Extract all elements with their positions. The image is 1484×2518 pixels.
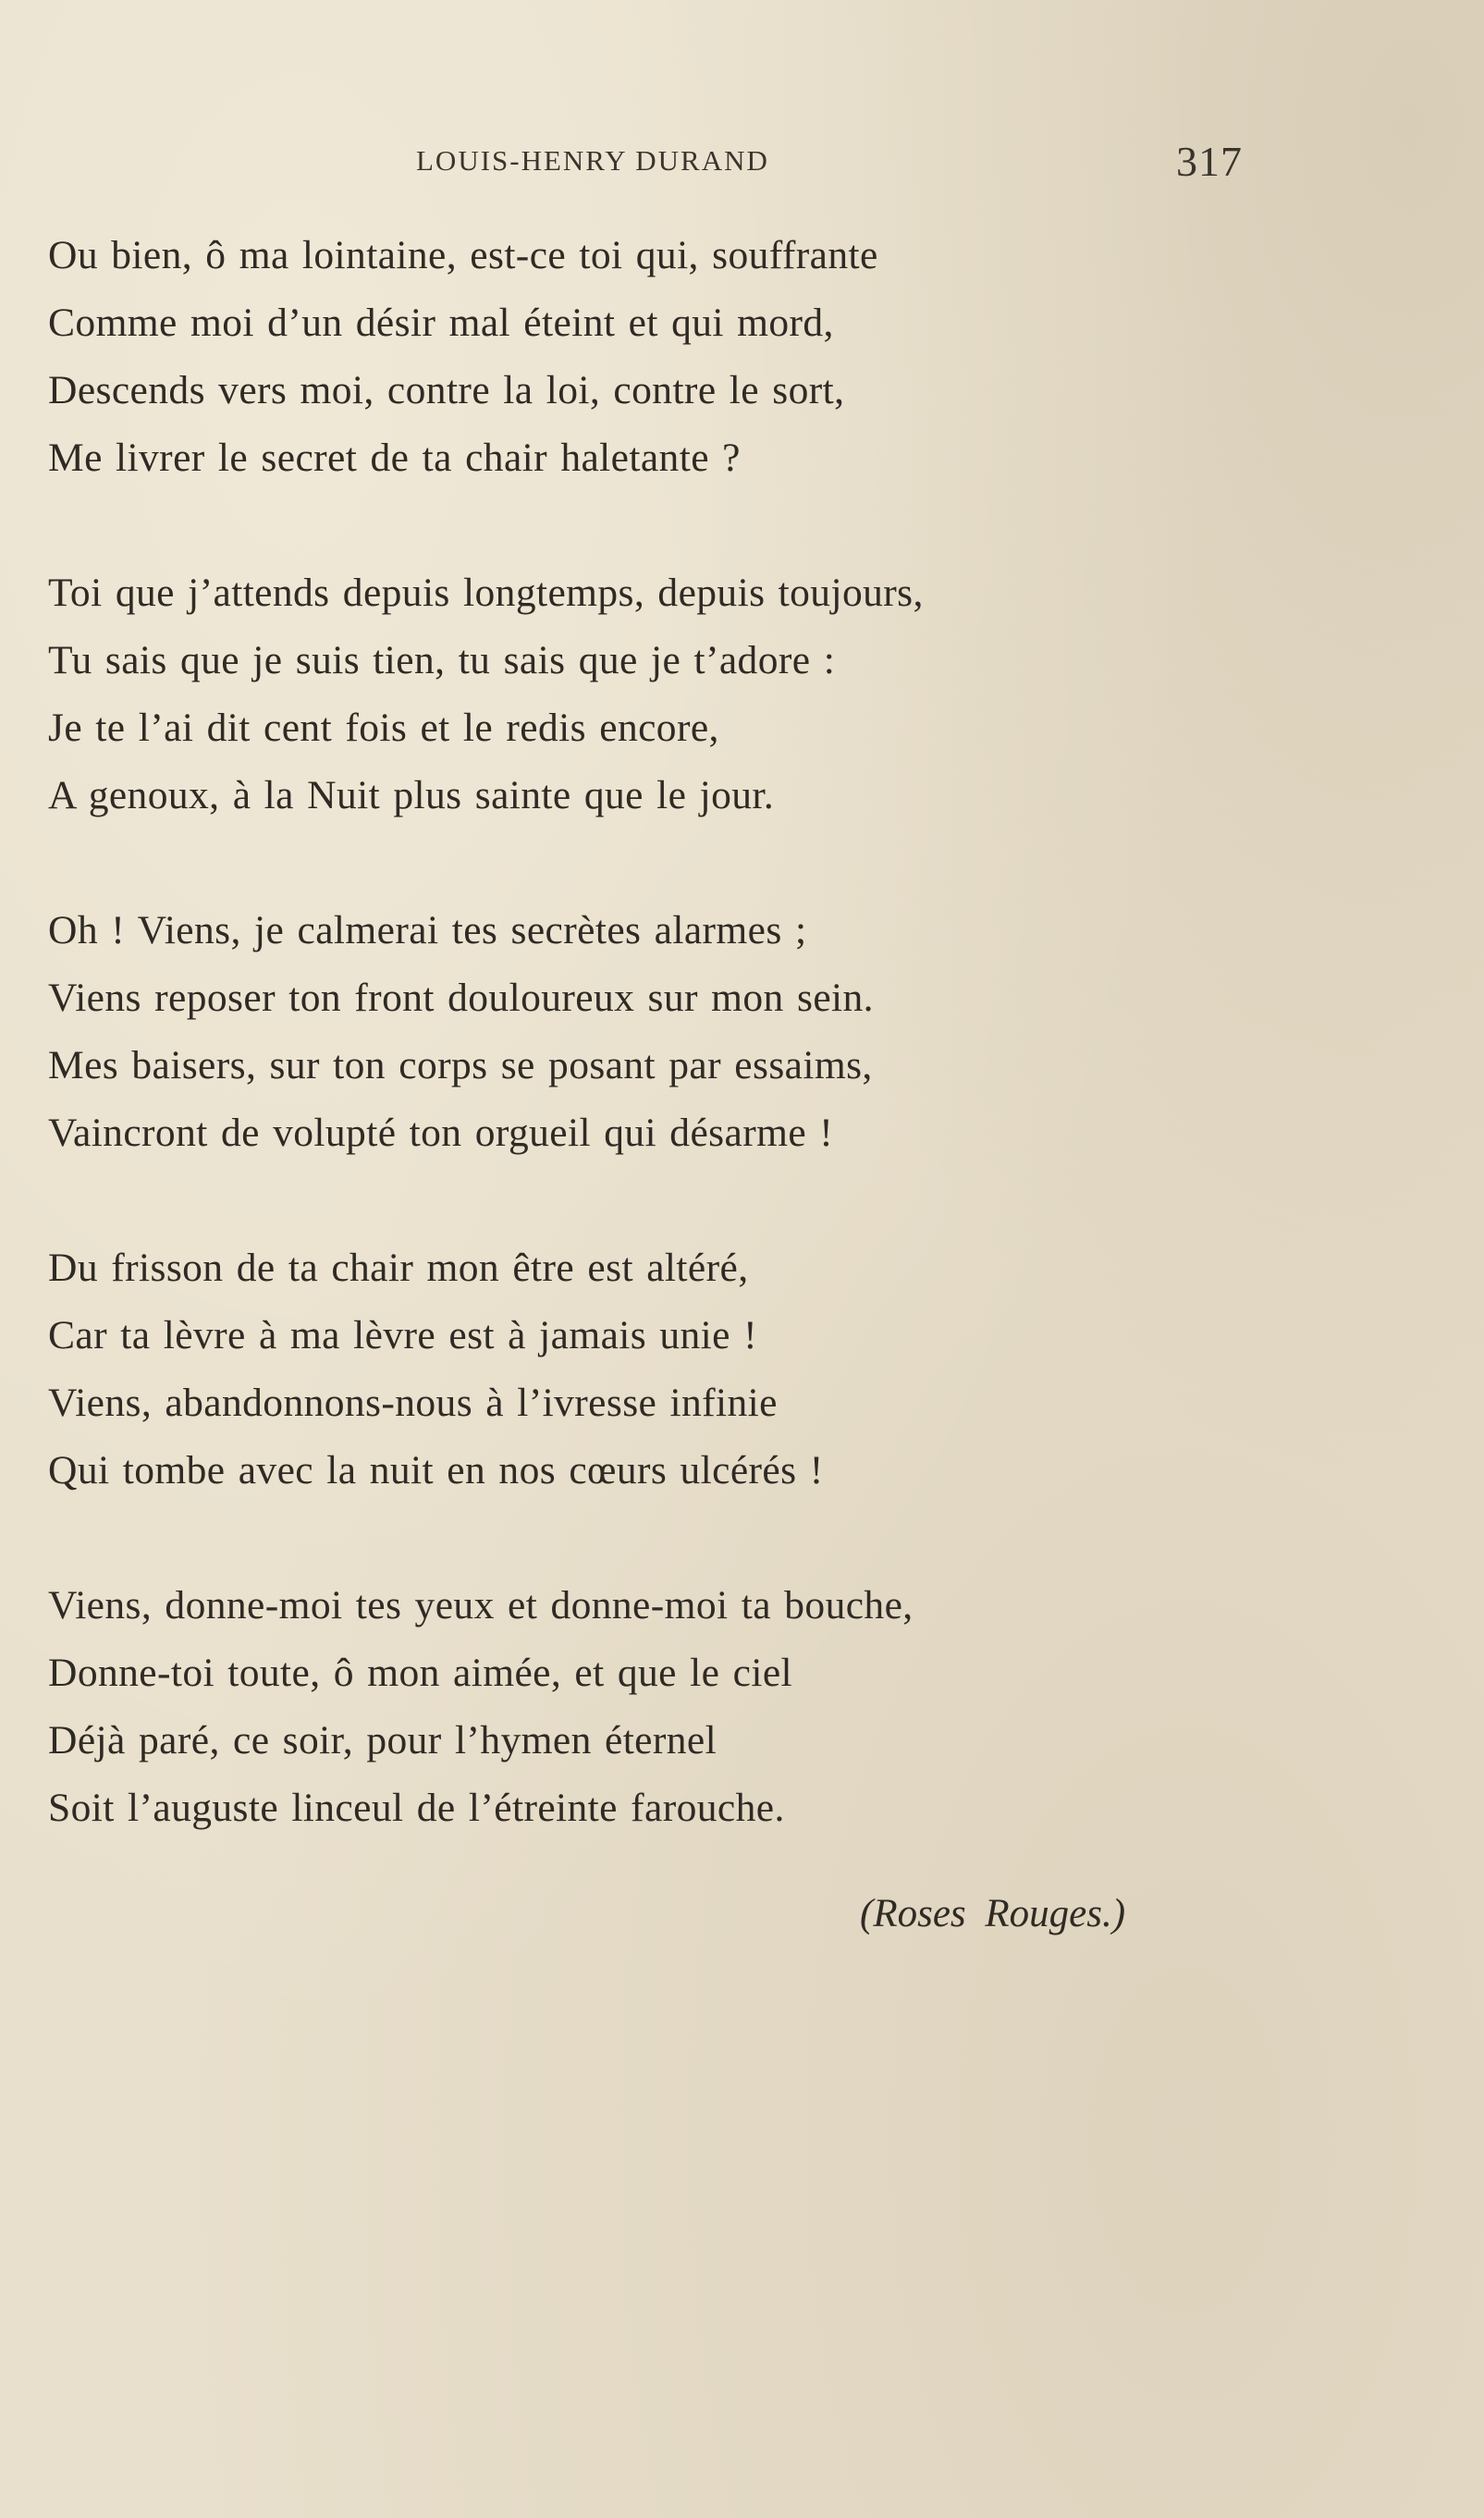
- poem-line: Du frisson de ta chair mon être est altéré,: [48, 1246, 749, 1290]
- poem-line: Mes baisers, sur ton corps se posant par essaims,: [48, 1043, 873, 1087]
- stanza-3: [48, 897, 1398, 1167]
- poem-line: Viens, donne-moi tes yeux et donne-moi ta bouche,: [48, 1583, 914, 1627]
- poem-line: Toi que j’attends depuis longtemps, depuis toujours,: [48, 571, 924, 615]
- poem-line: Tu sais que je suis tien, tu sais que je t’adore :: [48, 638, 836, 682]
- poem-line: Déjà paré, ce soir, pour l’hymen éternel: [48, 1718, 717, 1763]
- stanza-4: [48, 1234, 1398, 1505]
- stanza-1: [48, 222, 1398, 492]
- poem: [48, 222, 1398, 1910]
- poem-line: Oh ! Viens, je calmerai tes secrètes alarmes ;: [48, 908, 807, 952]
- poem-line: Soit l’auguste linceul de l’étreinte farouche.: [48, 1786, 785, 1830]
- poem-line: Ou bien, ô ma lointaine, est-ce toi qui, souffrante: [48, 233, 878, 277]
- poem-source-attribution: (Roses Rouges.): [860, 1892, 1126, 1935]
- poem-line: Vaincront de volupté ton orgueil qui désarme !: [48, 1111, 834, 1155]
- poem-line: Me livrer le secret de ta chair haletante ?: [48, 436, 741, 480]
- page-number: 317: [1176, 138, 1243, 185]
- poem-line: Descends vers moi, contre la loi, contre le sort,: [48, 368, 845, 412]
- poem-line: Car ta lèvre à ma lèvre est à jamais unie !: [48, 1313, 758, 1357]
- poem-line: Viens, abandonnons-nous à l’ivresse infinie: [48, 1381, 778, 1425]
- poem-line: Comme moi d’un désir mal éteint et qui mord,: [48, 301, 834, 345]
- poem-line: Viens reposer ton front douloureux sur mon sein.: [48, 976, 874, 1020]
- poem-line: Qui tombe avec la nuit en nos cœurs ulcérés !: [48, 1448, 824, 1492]
- running-head: [0, 137, 1484, 192]
- running-head-author: LOUIS-HENRY DURAND: [416, 144, 769, 177]
- stanza-2: [48, 559, 1398, 829]
- stanza-5: [48, 1572, 1398, 1842]
- poem-line: A genoux, à la Nuit plus sainte que le jour.: [48, 773, 775, 817]
- poem-line: Je te l’ai dit cent fois et le redis encore,: [48, 706, 719, 750]
- poem-line: Donne-toi toute, ô mon aimée, et que le ciel: [48, 1651, 793, 1695]
